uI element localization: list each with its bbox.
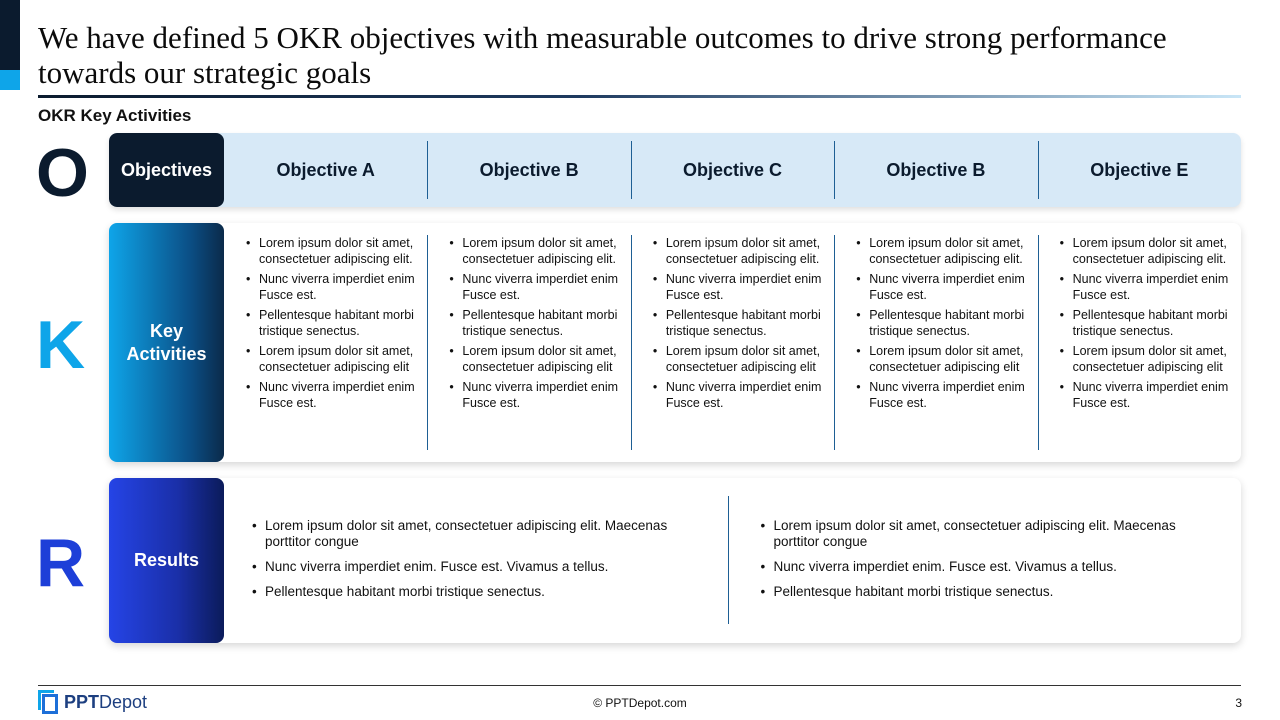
- key-activities-column: [1038, 223, 1241, 462]
- bullet-item: • Lorem ipsum dolor sit amet, consectetuer adipiscing elit: [854, 343, 1031, 375]
- letter-o: O: [36, 135, 89, 211]
- objective-cell: Objective C: [631, 133, 834, 207]
- bullet-item: • Lorem ipsum dolor sit amet, consectetuer adipiscing elit.: [447, 235, 624, 267]
- bullet-item: • Nunc viverra imperdiet enim Fusce est.: [447, 379, 624, 411]
- bullet-item: • Lorem ipsum dolor sit amet, consectetuer adipiscing elit.: [854, 235, 1031, 267]
- bullet-item: • Nunc viverra imperdiet enim. Fusce est. Vivamus a tellus.: [250, 559, 703, 575]
- bullet-item: • Pellentesque habitant morbi tristique senectus.: [244, 307, 421, 339]
- corner-accent-dark: [0, 0, 20, 70]
- bullet-item: • Nunc viverra imperdiet enim Fusce est.: [854, 379, 1031, 411]
- slide-title: We have defined 5 OKR objectives with measurable outcomes to drive strong performance towards our strategic goals: [38, 20, 1167, 90]
- objectives-columns: [224, 133, 1241, 207]
- bullet-item: • Pellentesque habitant morbi tristique senectus.: [250, 584, 703, 600]
- logo-text-regular: Depot: [99, 691, 148, 712]
- bullet-item: • Lorem ipsum dolor sit amet, consectetuer adipiscing elit.: [651, 235, 828, 267]
- bullet-item: • Nunc viverra imperdiet enim Fusce est.: [244, 271, 421, 303]
- corner-accent-blue: [0, 70, 20, 90]
- key-activities-column: [834, 223, 1037, 462]
- bullet-item: • Nunc viverra imperdiet enim Fusce est.: [854, 271, 1031, 303]
- key-activities-columns: [224, 223, 1241, 462]
- bullet-item: • Nunc viverra imperdiet enim. Fusce est. Vivamus a tellus.: [759, 559, 1212, 575]
- bullet-item: • Lorem ipsum dolor sit amet, consectetuer adipiscing elit: [244, 343, 421, 375]
- letter-k: K: [36, 307, 86, 383]
- bullet-item: • Pellentesque habitant morbi tristique senectus.: [1058, 307, 1235, 339]
- bullet-item: • Lorem ipsum dolor sit amet, consectetuer adipiscing elit: [447, 343, 624, 375]
- bullet-item: • Lorem ipsum dolor sit amet, consectetuer adipiscing elit.: [1058, 235, 1235, 267]
- key-activities-label: Key Activities: [126, 320, 207, 364]
- bullet-item: • Nunc viverra imperdiet enim Fusce est.: [1058, 271, 1235, 303]
- key-activities-column: [224, 223, 427, 462]
- bullet-item: • Nunc viverra imperdiet enim Fusce est.: [244, 379, 421, 411]
- results-row: [109, 478, 1241, 643]
- bullet-item: • Nunc viverra imperdiet enim Fusce est.: [1058, 379, 1235, 411]
- objective-cell: Objective E: [1038, 133, 1241, 207]
- results-columns: [224, 478, 1241, 643]
- key-activities-header: [109, 223, 224, 462]
- section-subtitle: OKR Key Activities: [38, 106, 192, 125]
- results-column: [733, 478, 1242, 643]
- objectives-row: [109, 133, 1241, 207]
- title-divider: [38, 95, 1241, 98]
- bullet-item: • Nunc viverra imperdiet enim Fusce est.: [651, 271, 828, 303]
- objective-cell: Objective B: [427, 133, 630, 207]
- objective-cell: Objective B: [834, 133, 1037, 207]
- bullet-item: • Pellentesque habitant morbi tristique senectus.: [447, 307, 624, 339]
- bullet-item: • Lorem ipsum dolor sit amet, consectetuer adipiscing elit. Maecenas porttitor congue: [759, 518, 1212, 550]
- bullet-item: • Nunc viverra imperdiet enim Fusce est.: [651, 379, 828, 411]
- bullet-item: • Pellentesque habitant morbi tristique senectus.: [854, 307, 1031, 339]
- key-activities-column: [427, 223, 630, 462]
- results-header: Results: [109, 478, 224, 643]
- bullet-item: • Lorem ipsum dolor sit amet, consectetuer adipiscing elit: [1058, 343, 1235, 375]
- bullet-item: • Lorem ipsum dolor sit amet, consectetuer adipiscing elit. Maecenas porttitor congue: [250, 518, 703, 550]
- footer-divider: [38, 685, 1241, 686]
- bullet-item: • Lorem ipsum dolor sit amet, consectetuer adipiscing elit: [651, 343, 828, 375]
- objective-cell: Objective A: [276, 159, 375, 180]
- logo-text-bold: PPT: [64, 691, 100, 712]
- objectives-header: Objectives: [109, 133, 224, 207]
- bullet-item: • Pellentesque habitant morbi tristique senectus.: [759, 584, 1212, 600]
- letter-r: R: [36, 525, 86, 601]
- page-number: 3: [1235, 696, 1242, 710]
- bullet-item: • Nunc viverra imperdiet enim Fusce est.: [447, 271, 624, 303]
- key-activities-row: [109, 223, 1241, 462]
- bullet-item: • Pellentesque habitant morbi tristique senectus.: [651, 307, 828, 339]
- bullet-item: • Lorem ipsum dolor sit amet, consectetuer adipiscing elit.: [244, 235, 421, 267]
- key-activities-column: [631, 223, 834, 462]
- results-column: [224, 478, 733, 643]
- copyright-text: © PPTDepot.com: [593, 696, 687, 710]
